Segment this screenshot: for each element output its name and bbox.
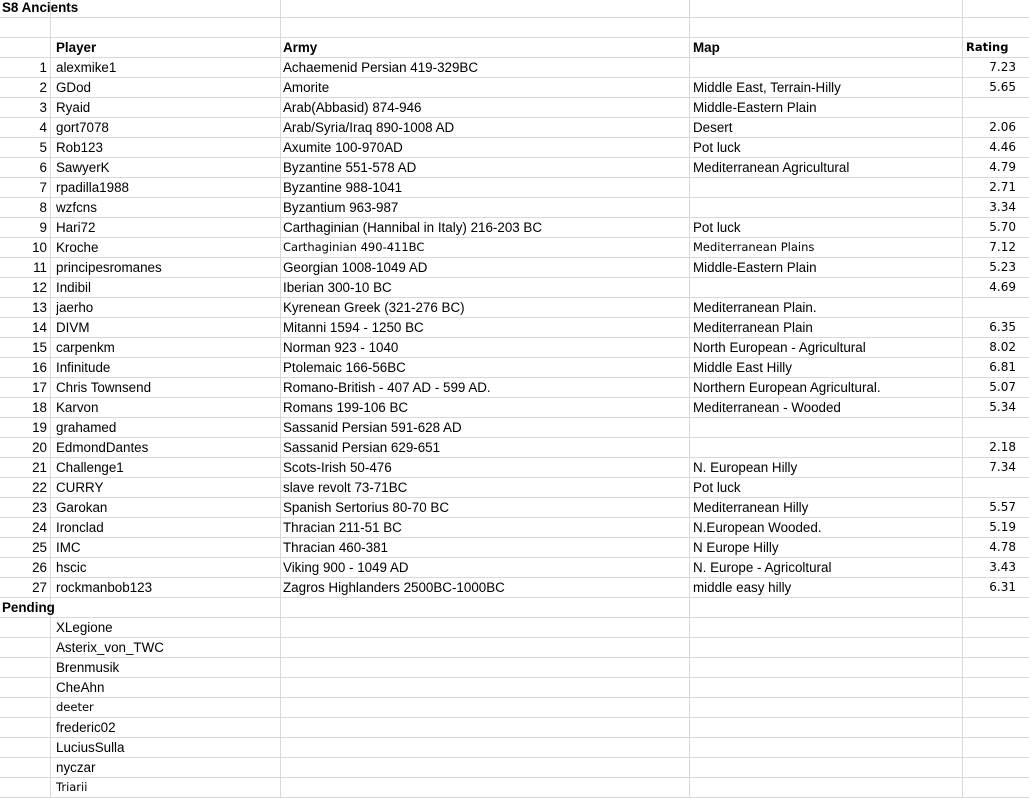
map-cell[interactable]: Mediterranean - Wooded bbox=[693, 400, 841, 415]
map-cell[interactable]: Pot luck bbox=[693, 220, 741, 235]
table-row bbox=[0, 558, 1029, 578]
army-cell[interactable]: Viking 900 - 1049 AD bbox=[283, 560, 409, 575]
table-row bbox=[0, 498, 1029, 518]
rating-cell[interactable]: 5.70 bbox=[989, 220, 1016, 234]
player-cell[interactable]: carpenkm bbox=[56, 340, 115, 355]
table-row bbox=[0, 158, 1029, 178]
rating-cell[interactable]: 2.71 bbox=[989, 180, 1016, 194]
row-number[interactable]: 23 bbox=[32, 500, 47, 515]
map-cell[interactable]: N Europe Hilly bbox=[693, 540, 779, 555]
row-number[interactable]: 11 bbox=[33, 260, 47, 275]
army-cell[interactable]: Kyrenean Greek (321-276 BC) bbox=[283, 300, 465, 315]
army-cell[interactable]: Achaemenid Persian 419-329BC bbox=[283, 60, 479, 75]
army-cell[interactable]: Norman 923 - 1040 bbox=[283, 340, 399, 355]
player-cell[interactable]: alexmike1 bbox=[56, 60, 117, 75]
player-cell[interactable]: principesromanes bbox=[56, 260, 162, 275]
player-cell[interactable]: wzfcns bbox=[56, 200, 97, 215]
player-cell[interactable]: Ironclad bbox=[56, 520, 104, 535]
player-cell[interactable]: Rob123 bbox=[56, 140, 103, 155]
map-cell[interactable]: middle easy hilly bbox=[693, 580, 792, 595]
rating-cell[interactable]: 8.02 bbox=[989, 340, 1016, 354]
rating-cell[interactable]: 4.69 bbox=[989, 280, 1016, 294]
map-cell[interactable]: Mediterranean Hilly bbox=[693, 500, 809, 515]
header-row bbox=[0, 38, 1029, 58]
pending-player-cell[interactable]: XLegione bbox=[56, 620, 113, 635]
table-row bbox=[0, 178, 1029, 198]
row-number[interactable]: 10 bbox=[32, 240, 47, 255]
player-cell[interactable]: Karvon bbox=[56, 400, 99, 415]
row-number[interactable]: 18 bbox=[32, 400, 47, 415]
map-cell[interactable]: N. European Hilly bbox=[693, 460, 798, 475]
map-cell[interactable]: North European - Agricultural bbox=[693, 340, 866, 355]
rating-cell[interactable]: 5.07 bbox=[989, 380, 1016, 394]
table-row bbox=[0, 98, 1029, 118]
player-cell[interactable]: Indibil bbox=[56, 280, 91, 295]
rating-cell[interactable] bbox=[963, 98, 1019, 117]
army-cell[interactable]: Arab/Syria/Iraq 890-1008 AD bbox=[283, 120, 455, 135]
table-row bbox=[0, 238, 1029, 258]
rating-cell[interactable]: 5.23 bbox=[989, 260, 1016, 274]
player-cell[interactable]: rpadilla1988 bbox=[56, 180, 129, 195]
pending-row bbox=[0, 778, 1029, 798]
rating-cell[interactable]: 3.43 bbox=[989, 560, 1016, 574]
rating-cell[interactable]: 6.81 bbox=[989, 360, 1016, 374]
row-number[interactable]: 7 bbox=[39, 180, 47, 195]
pending-player-cell[interactable]: deeter bbox=[56, 700, 94, 714]
header-player[interactable]: Player bbox=[56, 40, 97, 55]
row-number[interactable]: 5 bbox=[39, 140, 47, 155]
row-number[interactable]: 4 bbox=[39, 120, 47, 135]
rating-cell[interactable] bbox=[963, 478, 1019, 497]
header-army[interactable]: Army bbox=[283, 40, 318, 55]
pending-row bbox=[0, 758, 1029, 778]
blank-row bbox=[0, 18, 1029, 38]
pending-player-cell[interactable]: frederic02 bbox=[56, 720, 116, 735]
rating-cell[interactable]: 6.35 bbox=[989, 320, 1016, 334]
table-row bbox=[0, 418, 1029, 438]
rating-cell[interactable] bbox=[963, 418, 1019, 437]
row-number[interactable]: 25 bbox=[32, 540, 47, 555]
table-row bbox=[0, 398, 1029, 418]
army-cell[interactable]: Iberian 300-10 BC bbox=[283, 280, 392, 295]
pending-row bbox=[0, 638, 1029, 658]
table-row bbox=[0, 458, 1029, 478]
rating-cell[interactable]: 5.19 bbox=[989, 520, 1016, 534]
army-cell[interactable]: Romano-British - 407 AD - 599 AD. bbox=[283, 380, 491, 395]
table-row bbox=[0, 58, 1029, 78]
pending-header-row bbox=[0, 598, 1029, 618]
row-number[interactable]: 12 bbox=[32, 280, 47, 295]
map-cell[interactable] bbox=[693, 278, 963, 297]
rating-cell[interactable]: 4.79 bbox=[989, 160, 1016, 174]
row-number[interactable]: 2 bbox=[39, 80, 47, 95]
table-row bbox=[0, 378, 1029, 398]
map-cell[interactable] bbox=[693, 178, 963, 197]
map-cell[interactable]: Mediterranean Agricultural bbox=[693, 160, 850, 175]
table-row bbox=[0, 138, 1029, 158]
pending-row bbox=[0, 698, 1029, 718]
player-cell[interactable]: Kroche bbox=[56, 240, 99, 255]
player-cell[interactable]: IMC bbox=[56, 540, 81, 555]
army-cell[interactable]: Scots-Irish 50-476 bbox=[283, 460, 392, 475]
row-number[interactable]: 9 bbox=[39, 220, 47, 235]
army-cell[interactable]: Amorite bbox=[283, 80, 330, 95]
player-cell[interactable]: gort7078 bbox=[56, 120, 109, 135]
player-cell[interactable]: grahamed bbox=[56, 420, 117, 435]
player-cell[interactable]: Ryaid bbox=[56, 100, 91, 115]
row-number[interactable]: 17 bbox=[32, 380, 47, 395]
table-row bbox=[0, 198, 1029, 218]
player-cell[interactable]: Chris Townsend bbox=[56, 380, 152, 395]
rating-cell[interactable]: 2.06 bbox=[989, 120, 1016, 134]
row-number[interactable]: 16 bbox=[32, 360, 47, 375]
player-cell[interactable]: DIVM bbox=[56, 320, 90, 335]
table-row bbox=[0, 258, 1029, 278]
table-row bbox=[0, 578, 1029, 598]
map-cell[interactable]: N.European Wooded. bbox=[693, 520, 822, 535]
table-row bbox=[0, 78, 1029, 98]
table-row bbox=[0, 278, 1029, 298]
rating-cell[interactable]: 2.18 bbox=[989, 440, 1016, 454]
rating-cell[interactable]: 7.34 bbox=[989, 460, 1016, 474]
table-row bbox=[0, 438, 1029, 458]
table-row bbox=[0, 298, 1029, 318]
army-cell[interactable]: Georgian 1008-1049 AD bbox=[283, 260, 428, 275]
map-cell[interactable]: Middle East Hilly bbox=[693, 360, 792, 375]
player-cell[interactable]: Infinitude bbox=[56, 360, 111, 375]
player-cell[interactable]: jaerho bbox=[56, 300, 94, 315]
row-number[interactable]: 6 bbox=[39, 160, 47, 175]
rating-cell[interactable]: 4.78 bbox=[989, 540, 1016, 554]
row-number[interactable]: 15 bbox=[32, 340, 47, 355]
map-cell[interactable]: Mediterranean Plains bbox=[693, 240, 815, 254]
row-number[interactable]: 8 bbox=[39, 200, 47, 215]
rating-cell[interactable]: 5.57 bbox=[989, 500, 1016, 514]
table-row bbox=[0, 318, 1029, 338]
pending-row bbox=[0, 618, 1029, 638]
map-cell[interactable]: Middle East, Terrain-Hilly bbox=[693, 80, 841, 95]
map-cell[interactable] bbox=[693, 198, 963, 217]
row-number[interactable]: 14 bbox=[32, 320, 47, 335]
map-cell[interactable] bbox=[693, 438, 963, 457]
map-cell[interactable]: Mediterranean Plain. bbox=[693, 300, 817, 315]
map-cell[interactable]: Mediterranean Plain bbox=[693, 320, 813, 335]
army-cell[interactable]: Spanish Sertorius 80-70 BC bbox=[283, 500, 449, 515]
map-cell[interactable] bbox=[693, 58, 963, 77]
row-number[interactable]: 22 bbox=[32, 480, 47, 495]
table-row bbox=[0, 118, 1029, 138]
army-cell[interactable]: Sassanid Persian 591-628 AD bbox=[283, 420, 462, 435]
row-number[interactable]: 27 bbox=[32, 580, 47, 595]
player-cell[interactable]: GDod bbox=[56, 80, 91, 95]
row-number[interactable]: 20 bbox=[32, 440, 47, 455]
row-number[interactable]: 1 bbox=[39, 60, 47, 75]
army-cell[interactable]: Romans 199-106 BC bbox=[283, 400, 409, 415]
sheet-title[interactable]: S8 Ancients bbox=[2, 0, 79, 15]
army-cell[interactable]: Mitanni 1594 - 1250 BC bbox=[283, 320, 424, 335]
header-map[interactable]: Map bbox=[693, 40, 720, 55]
army-cell[interactable]: Carthaginian (Hannibal in Italy) 216-203 BC bbox=[283, 220, 543, 235]
pending-player-cell[interactable]: Triarii bbox=[56, 780, 88, 794]
player-cell[interactable]: EdmondDantes bbox=[56, 440, 149, 455]
pending-label[interactable]: Pending bbox=[2, 600, 55, 615]
pending-row bbox=[0, 738, 1029, 758]
pending-player-cell[interactable]: Asterix_von_TWC bbox=[56, 640, 164, 655]
pending-player-cell[interactable]: nyczar bbox=[56, 760, 96, 775]
player-cell[interactable]: rockmanbob123 bbox=[56, 580, 153, 595]
army-cell[interactable]: slave revolt 73-71BC bbox=[283, 480, 408, 495]
rating-cell[interactable]: 4.46 bbox=[989, 140, 1016, 154]
row-number[interactable]: 3 bbox=[39, 100, 47, 115]
player-cell[interactable]: Hari72 bbox=[56, 220, 96, 235]
map-cell[interactable]: N. Europe - Agricoltural bbox=[693, 560, 832, 575]
row-number[interactable]: 24 bbox=[32, 520, 47, 535]
row-number[interactable]: 21 bbox=[32, 460, 47, 475]
pending-row bbox=[0, 678, 1029, 698]
player-cell[interactable]: Challenge1 bbox=[56, 460, 124, 475]
map-cell[interactable]: Desert bbox=[693, 120, 733, 135]
title-row bbox=[0, 0, 1029, 18]
map-cell[interactable] bbox=[693, 418, 963, 437]
army-cell[interactable]: Byzantine 551-578 AD bbox=[283, 160, 417, 175]
player-cell[interactable]: CURRY bbox=[56, 480, 104, 495]
pending-row bbox=[0, 718, 1029, 738]
map-cell[interactable]: Pot luck bbox=[693, 480, 741, 495]
rating-cell[interactable]: 6.31 bbox=[989, 580, 1016, 594]
map-cell[interactable]: Middle-Eastern Plain bbox=[693, 260, 817, 275]
rating-cell[interactable]: 5.34 bbox=[989, 400, 1016, 414]
pending-row bbox=[0, 658, 1029, 678]
player-cell[interactable]: hscic bbox=[56, 560, 87, 575]
row-number[interactable]: 13 bbox=[32, 300, 47, 315]
rating-cell[interactable] bbox=[963, 298, 1019, 317]
row-number[interactable]: 19 bbox=[32, 420, 47, 435]
table-row bbox=[0, 538, 1029, 558]
pending-player-cell[interactable]: Brenmusik bbox=[56, 660, 120, 675]
table-row bbox=[0, 358, 1029, 378]
player-cell[interactable]: SawyerK bbox=[56, 160, 110, 175]
army-cell[interactable]: Ptolemaic 166-56BC bbox=[283, 360, 406, 375]
table-row bbox=[0, 478, 1029, 498]
army-cell[interactable]: Thracian 211-51 BC bbox=[283, 520, 402, 535]
army-cell[interactable]: Sassanid Persian 629-651 bbox=[283, 440, 441, 455]
table-row bbox=[0, 518, 1029, 538]
army-cell[interactable]: Byzantium 963-987 bbox=[283, 200, 399, 215]
army-cell[interactable]: Arab(Abbasid) 874-946 bbox=[283, 100, 422, 115]
army-cell[interactable]: Thracian 460-381 bbox=[283, 540, 388, 555]
army-cell[interactable]: Carthaginian 490-411BC bbox=[283, 240, 425, 254]
rating-cell[interactable]: 3.34 bbox=[989, 200, 1016, 214]
map-cell[interactable]: Northern European Agricultural. bbox=[693, 380, 881, 395]
rating-cell[interactable]: 7.23 bbox=[989, 60, 1016, 74]
player-cell[interactable]: Garokan bbox=[56, 500, 108, 515]
map-cell[interactable]: Pot luck bbox=[693, 140, 741, 155]
table-row bbox=[0, 218, 1029, 238]
table-row bbox=[0, 338, 1029, 358]
row-number[interactable]: 26 bbox=[32, 560, 47, 575]
map-cell[interactable]: Middle-Eastern Plain bbox=[693, 100, 817, 115]
army-cell[interactable]: Axumite 100-970AD bbox=[283, 140, 403, 155]
army-cell[interactable]: Zagros Highlanders 2500BC-1000BC bbox=[283, 580, 505, 595]
rating-cell[interactable]: 5.65 bbox=[989, 80, 1016, 94]
army-cell[interactable]: Byzantine 988-1041 bbox=[283, 180, 403, 195]
pending-player-cell[interactable]: CheAhn bbox=[56, 680, 105, 695]
rating-cell[interactable]: 7.12 bbox=[989, 240, 1016, 254]
pending-player-cell[interactable]: LuciusSulla bbox=[56, 740, 125, 755]
header-rating[interactable]: Rating bbox=[966, 40, 1009, 54]
